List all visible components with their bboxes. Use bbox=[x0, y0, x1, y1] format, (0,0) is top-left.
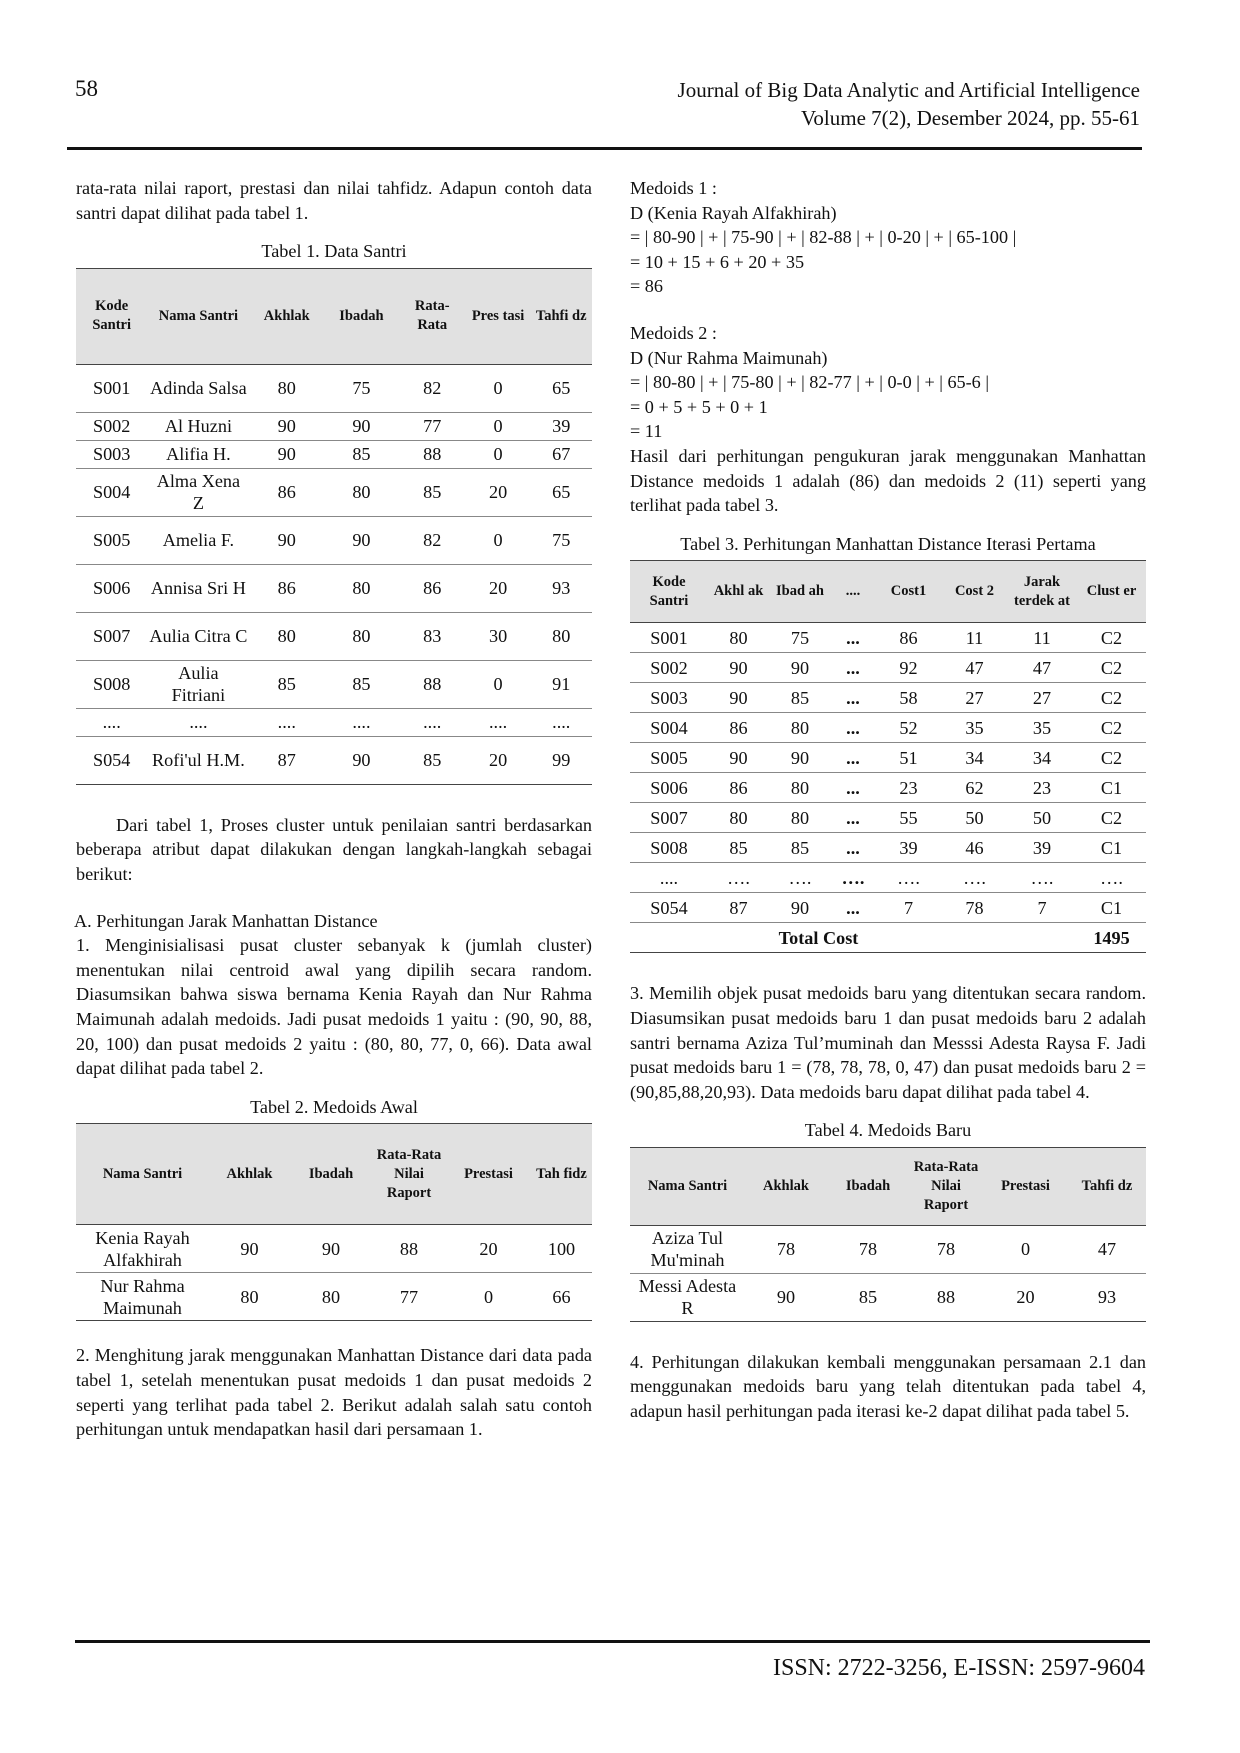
table-cell: 7 bbox=[875, 893, 942, 923]
table-header-cell: Akhl ak bbox=[708, 561, 769, 623]
table-cell: 82 bbox=[399, 516, 466, 564]
table-cell: 88 bbox=[399, 660, 466, 708]
table-row bbox=[630, 803, 1146, 833]
page-number: 58 bbox=[75, 76, 98, 101]
table-cell: S002 bbox=[630, 653, 708, 683]
journal-header bbox=[678, 76, 1140, 132]
table-cell: Messi Adesta R bbox=[630, 1273, 745, 1321]
table2-caption: Tabel 2. Medoids Awal bbox=[250, 1096, 418, 1117]
journal-volume: Volume 7(2), Desember 2024, pp. 55-61 bbox=[800, 106, 1140, 130]
table-cell: 88 bbox=[909, 1273, 983, 1321]
table2-header-row bbox=[76, 1124, 592, 1225]
table-row bbox=[630, 713, 1146, 743]
table-cell: 77 bbox=[372, 1273, 446, 1321]
table-header-cell: Ibadah bbox=[290, 1124, 372, 1225]
table-cell: S002 bbox=[76, 412, 147, 440]
table-cell: Adinda Salsa bbox=[147, 364, 249, 412]
table-cell: 82 bbox=[399, 364, 466, 412]
medoid2-label: Medoids 2 : bbox=[630, 322, 717, 343]
table-cell: 50 bbox=[942, 803, 1007, 833]
table-cell: 90 bbox=[249, 516, 324, 564]
medoid1-line: = 86 bbox=[630, 276, 663, 297]
table-cell: 90 bbox=[769, 743, 831, 773]
table1-body bbox=[76, 364, 592, 784]
table-row bbox=[630, 653, 1146, 683]
table-header-cell: Akhlak bbox=[745, 1147, 827, 1225]
table-cell: 20 bbox=[466, 736, 531, 784]
table-cell: 80 bbox=[324, 612, 399, 660]
table-cell: 85 bbox=[399, 736, 466, 784]
total-cost-value: 1495 bbox=[1077, 923, 1146, 953]
table-cell: Al Huzni bbox=[147, 412, 249, 440]
table-cell: Amelia F. bbox=[147, 516, 249, 564]
left-column bbox=[76, 176, 592, 1442]
table-cell: …. bbox=[769, 863, 831, 893]
medoid1-line: D (Kenia Rayah Alfakhirah) bbox=[630, 202, 837, 223]
table-cell: 55 bbox=[875, 803, 942, 833]
table-cell: 35 bbox=[1007, 713, 1077, 743]
table-cell: …. bbox=[1077, 863, 1146, 893]
table1 bbox=[76, 268, 592, 785]
table-cell: .... bbox=[530, 708, 592, 736]
table-cell: …. bbox=[1007, 863, 1077, 893]
table-row bbox=[76, 440, 592, 468]
table-cell: 90 bbox=[769, 893, 831, 923]
table-cell: .... bbox=[76, 708, 147, 736]
table-cell: S004 bbox=[630, 713, 708, 743]
intro-paragraph: rata-rata nilai raport, prestasi dan nilai tahfidz. Adapun contoh data santri dapat dilihat pada tabel 1. bbox=[76, 178, 592, 223]
table-cell: 90 bbox=[324, 736, 399, 784]
table-cell: 87 bbox=[249, 736, 324, 784]
step1-paragraph: 1. Menginisialisasi pusat cluster sebanyak k (jumlah cluster) menentukan nilai centroid awal yang dipilih secara random. Diasumsikan bahwa siswa bernama Kenia Rayah dan Nur Rahma Maimunah adalah medoids. Jadi pusat medoids 1 yaitu : (90, 90, 88, 20, 100) dan pusat medoids 2 yaitu : (80, 80, 77, 0, 66). Data awal dapat dilihat pada tabel 2. bbox=[76, 935, 592, 1079]
table-cell: 99 bbox=[530, 736, 592, 784]
table-cell: ... bbox=[831, 683, 875, 713]
table-cell: S003 bbox=[630, 683, 708, 713]
table-cell: S001 bbox=[630, 623, 708, 653]
table-row bbox=[630, 623, 1146, 653]
table-cell: 78 bbox=[909, 1225, 983, 1273]
table-cell: 47 bbox=[1068, 1225, 1146, 1273]
table-cell: C1 bbox=[1077, 773, 1146, 803]
table-cell: 90 bbox=[745, 1273, 827, 1321]
table-cell: S003 bbox=[76, 440, 147, 468]
table-cell: ... bbox=[831, 773, 875, 803]
total-cost-row bbox=[630, 923, 1146, 953]
table-row bbox=[630, 1225, 1146, 1273]
table-header-cell: Akhlak bbox=[249, 268, 324, 364]
table-row bbox=[76, 612, 592, 660]
table-cell: Annisa Sri H bbox=[147, 564, 249, 612]
table2 bbox=[76, 1123, 592, 1321]
table-cell: 62 bbox=[942, 773, 1007, 803]
medoid2-line: = 0 + 5 + 5 + 0 + 1 bbox=[630, 396, 768, 417]
table-cell: 23 bbox=[1007, 773, 1077, 803]
table-cell: 30 bbox=[466, 612, 531, 660]
table-cell: 85 bbox=[827, 1273, 909, 1321]
table-cell: 0 bbox=[466, 516, 531, 564]
table3 bbox=[630, 560, 1146, 953]
table-cell: C2 bbox=[1077, 623, 1146, 653]
table-header-cell: Jarak terdek at bbox=[1007, 561, 1077, 623]
table-cell: .... bbox=[249, 708, 324, 736]
table-header-cell: Prestasi bbox=[446, 1124, 531, 1225]
table-header-cell: Nama Santri bbox=[630, 1147, 745, 1225]
table-cell: 80 bbox=[324, 468, 399, 516]
table-cell: 0 bbox=[466, 364, 531, 412]
table-cell: C2 bbox=[1077, 743, 1146, 773]
table-cell: 87 bbox=[708, 893, 769, 923]
table-cell: …. bbox=[942, 863, 1007, 893]
table-cell: 88 bbox=[372, 1225, 446, 1273]
table-cell: Kenia Rayah Alfakhirah bbox=[76, 1225, 209, 1273]
table-cell: .... bbox=[630, 863, 708, 893]
table-header-cell: Cost 2 bbox=[942, 561, 1007, 623]
table-cell: 86 bbox=[708, 773, 769, 803]
table-cell: 27 bbox=[1007, 683, 1077, 713]
table-cell: 86 bbox=[708, 713, 769, 743]
table-cell: ... bbox=[831, 713, 875, 743]
table-header-cell: Rata-Rata Nilai Raport bbox=[909, 1147, 983, 1225]
table-cell: 0 bbox=[466, 660, 531, 708]
table-cell: ... bbox=[831, 623, 875, 653]
table-cell: 93 bbox=[1068, 1273, 1146, 1321]
table-cell: 88 bbox=[399, 440, 466, 468]
table-cell: 77 bbox=[399, 412, 466, 440]
step3-paragraph: 3. Memilih objek pusat medoids baru yang ditentukan secara random. Diasumsikan pusat medoids baru 1 dan pusat medoids baru 2 adalah santri bernama Aziza Tul’muminah dan Messsi Adesta Raysa F. Jadi pusat medoids baru 1 = (78, 78, 78, 0, 47) dan pusat medoids baru 2 = (90,85,88,20,93). Data medoids baru dapat dilihat pada tabel 4. bbox=[630, 983, 1146, 1102]
table-header-cell: Clust er bbox=[1077, 561, 1146, 623]
table-cell: .... bbox=[466, 708, 531, 736]
table-cell: 20 bbox=[466, 468, 531, 516]
table-cell: 90 bbox=[290, 1225, 372, 1273]
table-cell: 51 bbox=[875, 743, 942, 773]
table-cell: 34 bbox=[1007, 743, 1077, 773]
table-row bbox=[630, 893, 1146, 923]
table-cell: 90 bbox=[324, 516, 399, 564]
table-cell: ... bbox=[831, 893, 875, 923]
table-cell: 80 bbox=[324, 564, 399, 612]
table-header-cell: Akhlak bbox=[209, 1124, 290, 1225]
table-header-cell: Ibad ah bbox=[769, 561, 831, 623]
table-cell: 86 bbox=[875, 623, 942, 653]
journal-title: Journal of Big Data Analytic and Artificial Intelligence bbox=[677, 78, 1140, 102]
table-header-cell: Rata-Rata Nilai Raport bbox=[372, 1124, 446, 1225]
table-cell: 35 bbox=[942, 713, 1007, 743]
table-cell: 75 bbox=[530, 516, 592, 564]
table-cell: 100 bbox=[531, 1225, 592, 1273]
table-cell: 20 bbox=[466, 564, 531, 612]
table-cell: C2 bbox=[1077, 653, 1146, 683]
table-row bbox=[630, 1273, 1146, 1321]
table-cell: 67 bbox=[530, 440, 592, 468]
table-cell: 11 bbox=[1007, 623, 1077, 653]
table-cell: 91 bbox=[530, 660, 592, 708]
table-cell: C1 bbox=[1077, 893, 1146, 923]
table4-body bbox=[630, 1225, 1146, 1321]
right-column bbox=[630, 176, 1146, 1424]
table-cell: Aziza Tul Mu'minah bbox=[630, 1225, 745, 1273]
table-cell: ... bbox=[831, 653, 875, 683]
table-cell: 65 bbox=[530, 364, 592, 412]
table-cell: 85 bbox=[399, 468, 466, 516]
table-cell: 66 bbox=[531, 1273, 592, 1321]
table-cell: .... bbox=[324, 708, 399, 736]
table3-header-row bbox=[630, 561, 1146, 623]
table-cell bbox=[1007, 923, 1077, 953]
table-header-cell: .... bbox=[831, 561, 875, 623]
medoid1-block bbox=[630, 176, 1146, 299]
table-cell: Rofi'ul H.M. bbox=[147, 736, 249, 784]
table-cell: 75 bbox=[324, 364, 399, 412]
table-cell: .... bbox=[147, 708, 249, 736]
table-cell: S007 bbox=[76, 612, 147, 660]
table-cell: 39 bbox=[875, 833, 942, 863]
table-cell: 90 bbox=[708, 653, 769, 683]
medoid1-line: = | 80-90 | + | 75-90 | + | 82-88 | + | 0-20 | + | 65-100 | bbox=[630, 227, 1017, 248]
table-cell: 47 bbox=[1007, 653, 1077, 683]
table-cell: 80 bbox=[769, 803, 831, 833]
table-cell: 46 bbox=[942, 833, 1007, 863]
table-row bbox=[76, 516, 592, 564]
table-cell: 90 bbox=[708, 683, 769, 713]
table-cell: 85 bbox=[769, 683, 831, 713]
table-cell: 85 bbox=[249, 660, 324, 708]
medoid1-line: = 10 + 15 + 6 + 20 + 35 bbox=[630, 251, 805, 272]
table-cell: 39 bbox=[530, 412, 592, 440]
table-row bbox=[630, 773, 1146, 803]
table-cell: S005 bbox=[76, 516, 147, 564]
table-cell: 80 bbox=[209, 1273, 290, 1321]
table3-body bbox=[630, 623, 1146, 953]
table-cell: S054 bbox=[630, 893, 708, 923]
table-cell: S008 bbox=[76, 660, 147, 708]
table-header-cell: Nama Santri bbox=[147, 268, 249, 364]
table-cell: 80 bbox=[769, 713, 831, 743]
table-row bbox=[630, 833, 1146, 863]
table-row bbox=[76, 1225, 592, 1273]
table4-header-row bbox=[630, 1147, 1146, 1225]
table-cell: S007 bbox=[630, 803, 708, 833]
table-cell: ... bbox=[831, 833, 875, 863]
table-header-cell: Nama Santri bbox=[76, 1124, 209, 1225]
table-cell: Aulia Fitriani bbox=[147, 660, 249, 708]
table-header-cell: Pres tasi bbox=[466, 268, 531, 364]
table-cell: 0 bbox=[466, 412, 531, 440]
table-cell: 47 bbox=[942, 653, 1007, 683]
table-row bbox=[76, 708, 592, 736]
table-header-cell: Prestasi bbox=[983, 1147, 1068, 1225]
table-header-cell: Rata-Rata bbox=[399, 268, 466, 364]
table-cell: 90 bbox=[324, 412, 399, 440]
table1-caption: Tabel 1. Data Santri bbox=[261, 241, 407, 262]
medoid2-line: = | 80-80 | + | 75-80 | + | 82-77 | + | 0-0 | + | 65-6 | bbox=[630, 372, 989, 393]
table-header-cell: Tah fidz bbox=[531, 1124, 592, 1225]
table1-header-row bbox=[76, 268, 592, 364]
table-cell: Nur Rahma Maimunah bbox=[76, 1273, 209, 1321]
table-row bbox=[76, 364, 592, 412]
table-cell: C2 bbox=[1077, 683, 1146, 713]
medoid1-label: Medoids 1 : bbox=[630, 178, 717, 198]
table-cell: C2 bbox=[1077, 713, 1146, 743]
table-cell: 65 bbox=[530, 468, 592, 516]
result-paragraph: Hasil dari perhitungan pengukuran jarak menggunakan Manhattan Distance medoids 1 adalah (86) dan medoids 2 (11) seperti yang terlihat pada tabel 3. bbox=[630, 445, 1146, 516]
medoid2-line: = 11 bbox=[630, 421, 663, 442]
table-row bbox=[76, 1273, 592, 1321]
table-cell: 86 bbox=[249, 468, 324, 516]
table-cell: ... bbox=[831, 803, 875, 833]
table-cell: Aulia Citra C bbox=[147, 612, 249, 660]
table-cell: 93 bbox=[530, 564, 592, 612]
table-cell: 23 bbox=[875, 773, 942, 803]
table4-caption: Tabel 4. Medoids Baru bbox=[804, 1120, 972, 1141]
table-row bbox=[630, 743, 1146, 773]
step2-paragraph: 2. Menghitung jarak menggunakan Manhattan Distance dari data pada tabel 1, setelah menentukan pusat medoids 1 dan pusat medoids 2 seperti yang terlihat pada tabel 2. Berikut adalah salah satu contoh perhitungan untuk mendapatkan hasil dari persamaan 1. bbox=[76, 1345, 592, 1440]
table-cell: 0 bbox=[983, 1225, 1068, 1273]
table-cell: 85 bbox=[769, 833, 831, 863]
table-cell: 86 bbox=[249, 564, 324, 612]
table4 bbox=[630, 1147, 1146, 1322]
table-cell: 52 bbox=[875, 713, 942, 743]
table-cell: 80 bbox=[290, 1273, 372, 1321]
table-cell: 83 bbox=[399, 612, 466, 660]
table-cell: 86 bbox=[399, 564, 466, 612]
table-cell: C1 bbox=[1077, 833, 1146, 863]
table-cell: 34 bbox=[942, 743, 1007, 773]
table-cell: ... bbox=[831, 743, 875, 773]
table-cell: 50 bbox=[1007, 803, 1077, 833]
table-cell: S001 bbox=[76, 364, 147, 412]
table-cell: S054 bbox=[76, 736, 147, 784]
table-cell: 58 bbox=[875, 683, 942, 713]
table-header-cell: Ibadah bbox=[827, 1147, 909, 1225]
table-cell: 80 bbox=[708, 803, 769, 833]
table-cell: 85 bbox=[324, 440, 399, 468]
table-cell: …. bbox=[708, 863, 769, 893]
table-cell: 27 bbox=[942, 683, 1007, 713]
table-row bbox=[76, 660, 592, 708]
table-cell: 90 bbox=[249, 440, 324, 468]
table-header-cell: Tahfi dz bbox=[1068, 1147, 1146, 1225]
table-cell: 11 bbox=[942, 623, 1007, 653]
header-rule bbox=[67, 147, 1142, 150]
medoid2-line: D (Nur Rahma Maimunah) bbox=[630, 347, 828, 368]
table-cell: S006 bbox=[630, 773, 708, 803]
table-cell: …. bbox=[875, 863, 942, 893]
table-cell: 20 bbox=[446, 1225, 531, 1273]
table-row bbox=[630, 683, 1146, 713]
step4-paragraph: 4. Perhitungan dilakukan kembali menggunakan persamaan 2.1 dan menggunakan medoids baru yang telah ditentukan pada tabel 4, adapun hasil perhitungan pada iterasi ke-2 dapat dilihat pada tabel 5. bbox=[630, 1351, 1146, 1422]
section-a-heading: A. Perhitungan Jarak Manhattan Distance bbox=[74, 910, 378, 931]
table-cell: 90 bbox=[249, 412, 324, 440]
table-row bbox=[630, 863, 1146, 893]
table-header-cell: Ibadah bbox=[324, 268, 399, 364]
table-row bbox=[76, 564, 592, 612]
table-header-cell: Tahfi dz bbox=[530, 268, 592, 364]
table-cell: 80 bbox=[249, 364, 324, 412]
table3-caption: Tabel 3. Perhitungan Manhattan Distance Iterasi Pertama bbox=[680, 533, 1096, 554]
table-cell: 0 bbox=[446, 1273, 531, 1321]
table-cell: Alifia H. bbox=[147, 440, 249, 468]
process-paragraph: Dari tabel 1, Proses cluster untuk penilaian santri berdasarkan beberapa atribut dapat dilakukan dengan langkah-langkah sebagai berikut: bbox=[76, 814, 592, 884]
table-cell: 78 bbox=[745, 1225, 827, 1273]
table-cell: 90 bbox=[708, 743, 769, 773]
footer-rule bbox=[75, 1640, 1150, 1643]
table-cell: Alma Xena Z bbox=[147, 468, 249, 516]
table-cell: 0 bbox=[466, 440, 531, 468]
issn-footer: ISSN: 2722-3256, E-ISSN: 2597-9604 bbox=[772, 1655, 1145, 1681]
table-header-cell: Kode Santri bbox=[76, 268, 147, 364]
table-cell: S004 bbox=[76, 468, 147, 516]
table-cell: 80 bbox=[249, 612, 324, 660]
table-cell: 90 bbox=[769, 653, 831, 683]
table-header-cell: Kode Santri bbox=[630, 561, 708, 623]
table-cell: S008 bbox=[630, 833, 708, 863]
table-cell: S006 bbox=[76, 564, 147, 612]
table-cell: 92 bbox=[875, 653, 942, 683]
table-cell: 39 bbox=[1007, 833, 1077, 863]
table-cell: 90 bbox=[209, 1225, 290, 1273]
table-cell: 75 bbox=[769, 623, 831, 653]
table2-body bbox=[76, 1225, 592, 1321]
table-row bbox=[76, 412, 592, 440]
table-cell: 80 bbox=[769, 773, 831, 803]
table-cell: …. bbox=[831, 863, 875, 893]
table-cell: 85 bbox=[324, 660, 399, 708]
total-cost-label: Total Cost bbox=[630, 923, 1007, 953]
table-cell: .... bbox=[399, 708, 466, 736]
table-cell: 78 bbox=[827, 1225, 909, 1273]
table-header-cell: Cost1 bbox=[875, 561, 942, 623]
table-cell: 78 bbox=[942, 893, 1007, 923]
table-cell: 20 bbox=[983, 1273, 1068, 1321]
table-cell: C2 bbox=[1077, 803, 1146, 833]
table-cell: 85 bbox=[708, 833, 769, 863]
table-cell: S005 bbox=[630, 743, 708, 773]
table-row bbox=[76, 736, 592, 784]
table-cell: 80 bbox=[530, 612, 592, 660]
medoid2-block bbox=[630, 321, 1146, 444]
table-cell: 7 bbox=[1007, 893, 1077, 923]
table-cell: 80 bbox=[708, 623, 769, 653]
table-row bbox=[76, 468, 592, 516]
